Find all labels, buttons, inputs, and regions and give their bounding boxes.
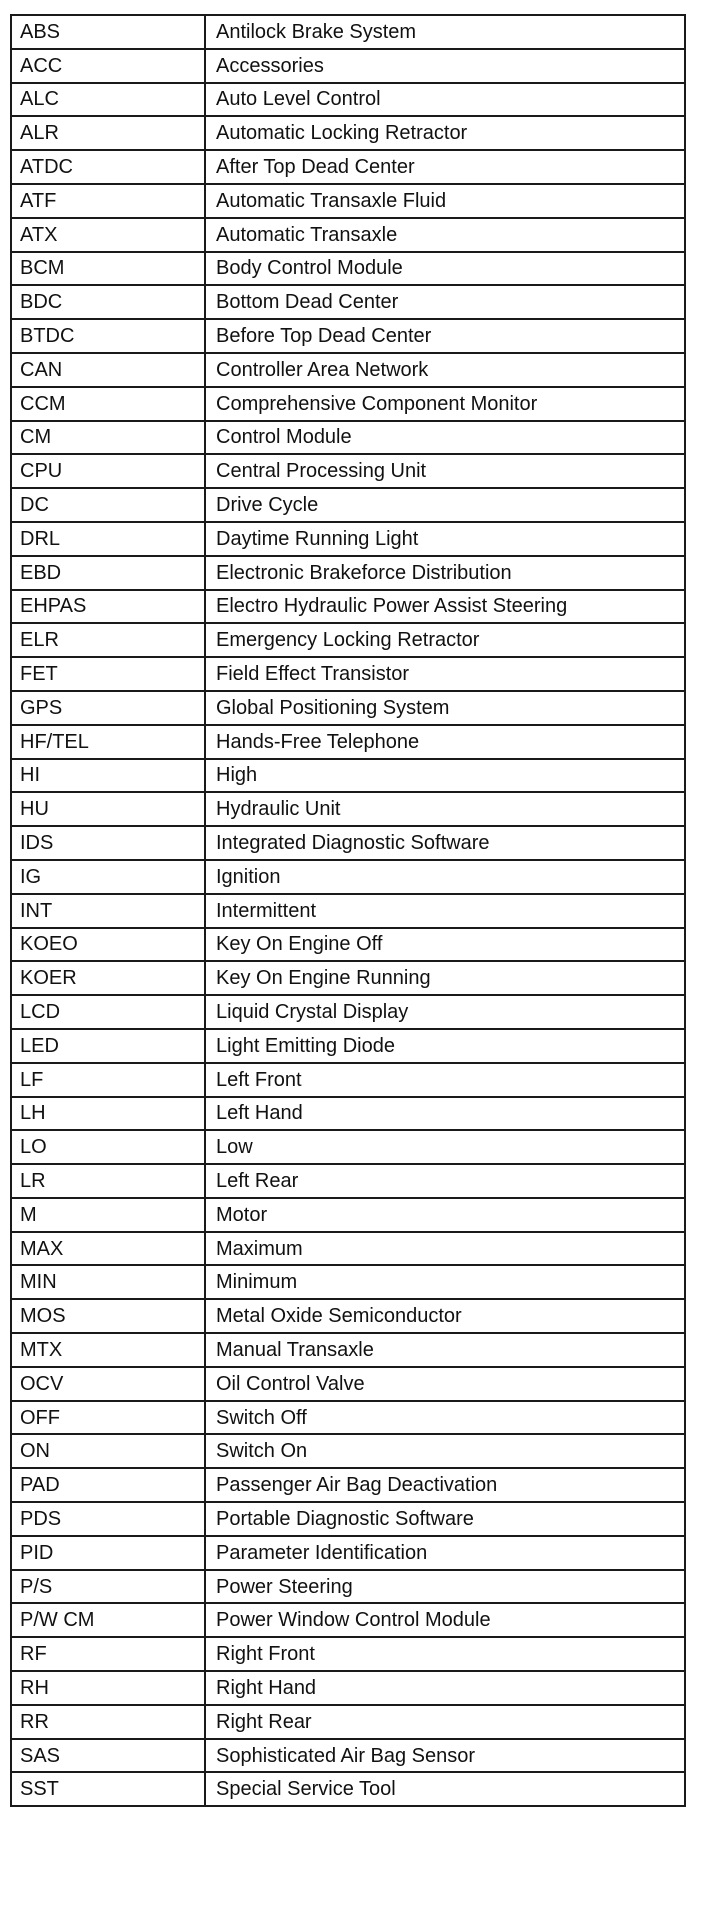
abbreviation-cell: LF	[11, 1063, 205, 1097]
meaning-cell: Bottom Dead Center	[205, 285, 685, 319]
abbreviation-cell: ABS	[11, 15, 205, 49]
table-row	[11, 961, 685, 995]
table-row	[11, 1637, 685, 1671]
abbreviation-cell: ON	[11, 1434, 205, 1468]
table-row	[11, 759, 685, 793]
meaning-cell: Power Window Control Module	[205, 1603, 685, 1637]
abbreviation-cell: ELR	[11, 623, 205, 657]
table-row	[11, 1570, 685, 1604]
table-row	[11, 894, 685, 928]
meaning-cell: Antilock Brake System	[205, 15, 685, 49]
abbreviation-cell: IDS	[11, 826, 205, 860]
table-row	[11, 1671, 685, 1705]
table-row	[11, 1367, 685, 1401]
table-row	[11, 1232, 685, 1266]
abbreviation-cell: ATDC	[11, 150, 205, 184]
meaning-cell: Key On Engine Running	[205, 961, 685, 995]
meaning-cell: Accessories	[205, 49, 685, 83]
abbreviation-cell: MIN	[11, 1265, 205, 1299]
meaning-cell: Low	[205, 1130, 685, 1164]
abbreviation-cell: SST	[11, 1772, 205, 1806]
meaning-cell: Parameter Identification	[205, 1536, 685, 1570]
abbreviation-cell: RR	[11, 1705, 205, 1739]
abbreviation-cell: EBD	[11, 556, 205, 590]
abbreviation-cell: ATF	[11, 184, 205, 218]
abbreviation-cell: ALC	[11, 83, 205, 117]
table-row	[11, 116, 685, 150]
table-row	[11, 1468, 685, 1502]
abbreviation-cell: CAN	[11, 353, 205, 387]
meaning-cell: Right Rear	[205, 1705, 685, 1739]
abbreviation-cell: INT	[11, 894, 205, 928]
table-row	[11, 792, 685, 826]
meaning-cell: Metal Oxide Semiconductor	[205, 1299, 685, 1333]
meaning-cell: Hands-Free Telephone	[205, 725, 685, 759]
abbreviation-cell: M	[11, 1198, 205, 1232]
abbreviation-cell: P/W CM	[11, 1603, 205, 1637]
meaning-cell: Power Steering	[205, 1570, 685, 1604]
table-row	[11, 691, 685, 725]
abbreviation-cell: HU	[11, 792, 205, 826]
meaning-cell: Special Service Tool	[205, 1772, 685, 1806]
meaning-cell: Key On Engine Off	[205, 928, 685, 962]
abbreviation-cell: P/S	[11, 1570, 205, 1604]
meaning-cell: Portable Diagnostic Software	[205, 1502, 685, 1536]
table-row	[11, 556, 685, 590]
table-row	[11, 1164, 685, 1198]
table-row	[11, 928, 685, 962]
table-row	[11, 860, 685, 894]
table-row	[11, 657, 685, 691]
table-row	[11, 1063, 685, 1097]
table-row	[11, 1705, 685, 1739]
meaning-cell: Left Rear	[205, 1164, 685, 1198]
meaning-cell: Switch On	[205, 1434, 685, 1468]
abbreviation-cell: BCM	[11, 252, 205, 286]
table-row	[11, 623, 685, 657]
table-row	[11, 387, 685, 421]
table-row	[11, 252, 685, 286]
abbreviation-cell: PAD	[11, 1468, 205, 1502]
meaning-cell: Passenger Air Bag Deactivation	[205, 1468, 685, 1502]
table-row	[11, 83, 685, 117]
table-row	[11, 285, 685, 319]
abbreviation-cell: MAX	[11, 1232, 205, 1266]
abbreviation-cell: SAS	[11, 1739, 205, 1773]
abbreviation-cell: CCM	[11, 387, 205, 421]
meaning-cell: Sophisticated Air Bag Sensor	[205, 1739, 685, 1773]
meaning-cell: Emergency Locking Retractor	[205, 623, 685, 657]
meaning-cell: Right Hand	[205, 1671, 685, 1705]
meaning-cell: After Top Dead Center	[205, 150, 685, 184]
meaning-cell: Automatic Transaxle Fluid	[205, 184, 685, 218]
abbreviation-cell: LO	[11, 1130, 205, 1164]
meaning-cell: Controller Area Network	[205, 353, 685, 387]
meaning-cell: Global Positioning System	[205, 691, 685, 725]
meaning-cell: Integrated Diagnostic Software	[205, 826, 685, 860]
meaning-cell: Electro Hydraulic Power Assist Steering	[205, 590, 685, 624]
meaning-cell: Automatic Transaxle	[205, 218, 685, 252]
abbreviation-cell: HI	[11, 759, 205, 793]
meaning-cell: Left Hand	[205, 1097, 685, 1131]
abbreviation-cell: OCV	[11, 1367, 205, 1401]
abbreviation-cell: MTX	[11, 1333, 205, 1367]
abbreviation-cell: EHPAS	[11, 590, 205, 624]
abbreviation-cell: BTDC	[11, 319, 205, 353]
abbreviation-cell: DC	[11, 488, 205, 522]
meaning-cell: Ignition	[205, 860, 685, 894]
meaning-cell: Right Front	[205, 1637, 685, 1671]
table-row	[11, 150, 685, 184]
meaning-cell: Light Emitting Diode	[205, 1029, 685, 1063]
table-row	[11, 353, 685, 387]
meaning-cell: Liquid Crystal Display	[205, 995, 685, 1029]
meaning-cell: Switch Off	[205, 1401, 685, 1435]
table-row	[11, 1536, 685, 1570]
meaning-cell: Maximum	[205, 1232, 685, 1266]
abbreviation-cell: BDC	[11, 285, 205, 319]
meaning-cell: High	[205, 759, 685, 793]
meaning-cell: Electronic Brakeforce Distribution	[205, 556, 685, 590]
abbreviation-table-body	[11, 15, 685, 1806]
table-row	[11, 421, 685, 455]
abbreviation-cell: DRL	[11, 522, 205, 556]
meaning-cell: Field Effect Transistor	[205, 657, 685, 691]
table-row	[11, 184, 685, 218]
table-row	[11, 1130, 685, 1164]
table-row	[11, 1198, 685, 1232]
meaning-cell: Control Module	[205, 421, 685, 455]
table-row	[11, 1603, 685, 1637]
meaning-cell: Oil Control Valve	[205, 1367, 685, 1401]
table-row	[11, 488, 685, 522]
table-row	[11, 1739, 685, 1773]
abbreviation-cell: LH	[11, 1097, 205, 1131]
abbreviation-cell: RH	[11, 1671, 205, 1705]
abbreviation-cell: PID	[11, 1536, 205, 1570]
abbreviation-cell: CPU	[11, 454, 205, 488]
table-row	[11, 1502, 685, 1536]
table-row	[11, 995, 685, 1029]
abbreviation-cell: ATX	[11, 218, 205, 252]
abbreviation-cell: LCD	[11, 995, 205, 1029]
table-row	[11, 319, 685, 353]
table-row	[11, 1772, 685, 1806]
abbreviation-cell: CM	[11, 421, 205, 455]
table-row	[11, 1029, 685, 1063]
abbreviation-cell: RF	[11, 1637, 205, 1671]
abbreviation-cell: IG	[11, 860, 205, 894]
meaning-cell: Before Top Dead Center	[205, 319, 685, 353]
meaning-cell: Automatic Locking Retractor	[205, 116, 685, 150]
table-row	[11, 454, 685, 488]
abbreviation-cell: MOS	[11, 1299, 205, 1333]
abbreviation-cell: LR	[11, 1164, 205, 1198]
table-row	[11, 1401, 685, 1435]
table-row	[11, 590, 685, 624]
meaning-cell: Central Processing Unit	[205, 454, 685, 488]
table-row	[11, 1333, 685, 1367]
meaning-cell: Body Control Module	[205, 252, 685, 286]
table-row	[11, 1265, 685, 1299]
meaning-cell: Intermittent	[205, 894, 685, 928]
table-row	[11, 1097, 685, 1131]
abbreviation-table	[10, 14, 686, 1807]
abbreviation-cell: ALR	[11, 116, 205, 150]
table-row	[11, 826, 685, 860]
meaning-cell: Daytime Running Light	[205, 522, 685, 556]
table-row	[11, 1299, 685, 1333]
meaning-cell: Minimum	[205, 1265, 685, 1299]
abbreviation-cell: PDS	[11, 1502, 205, 1536]
meaning-cell: Auto Level Control	[205, 83, 685, 117]
abbreviation-cell: FET	[11, 657, 205, 691]
abbreviation-cell: HF/TEL	[11, 725, 205, 759]
meaning-cell: Left Front	[205, 1063, 685, 1097]
abbreviation-sheet	[10, 14, 686, 1807]
table-row	[11, 522, 685, 556]
meaning-cell: Manual Transaxle	[205, 1333, 685, 1367]
meaning-cell: Motor	[205, 1198, 685, 1232]
meaning-cell: Hydraulic Unit	[205, 792, 685, 826]
table-row	[11, 725, 685, 759]
abbreviation-cell: KOER	[11, 961, 205, 995]
abbreviation-cell: LED	[11, 1029, 205, 1063]
meaning-cell: Drive Cycle	[205, 488, 685, 522]
table-row	[11, 49, 685, 83]
abbreviation-cell: ACC	[11, 49, 205, 83]
table-row	[11, 15, 685, 49]
abbreviation-cell: KOEO	[11, 928, 205, 962]
table-row	[11, 1434, 685, 1468]
table-row	[11, 218, 685, 252]
meaning-cell: Comprehensive Component Monitor	[205, 387, 685, 421]
abbreviation-cell: OFF	[11, 1401, 205, 1435]
abbreviation-cell: GPS	[11, 691, 205, 725]
